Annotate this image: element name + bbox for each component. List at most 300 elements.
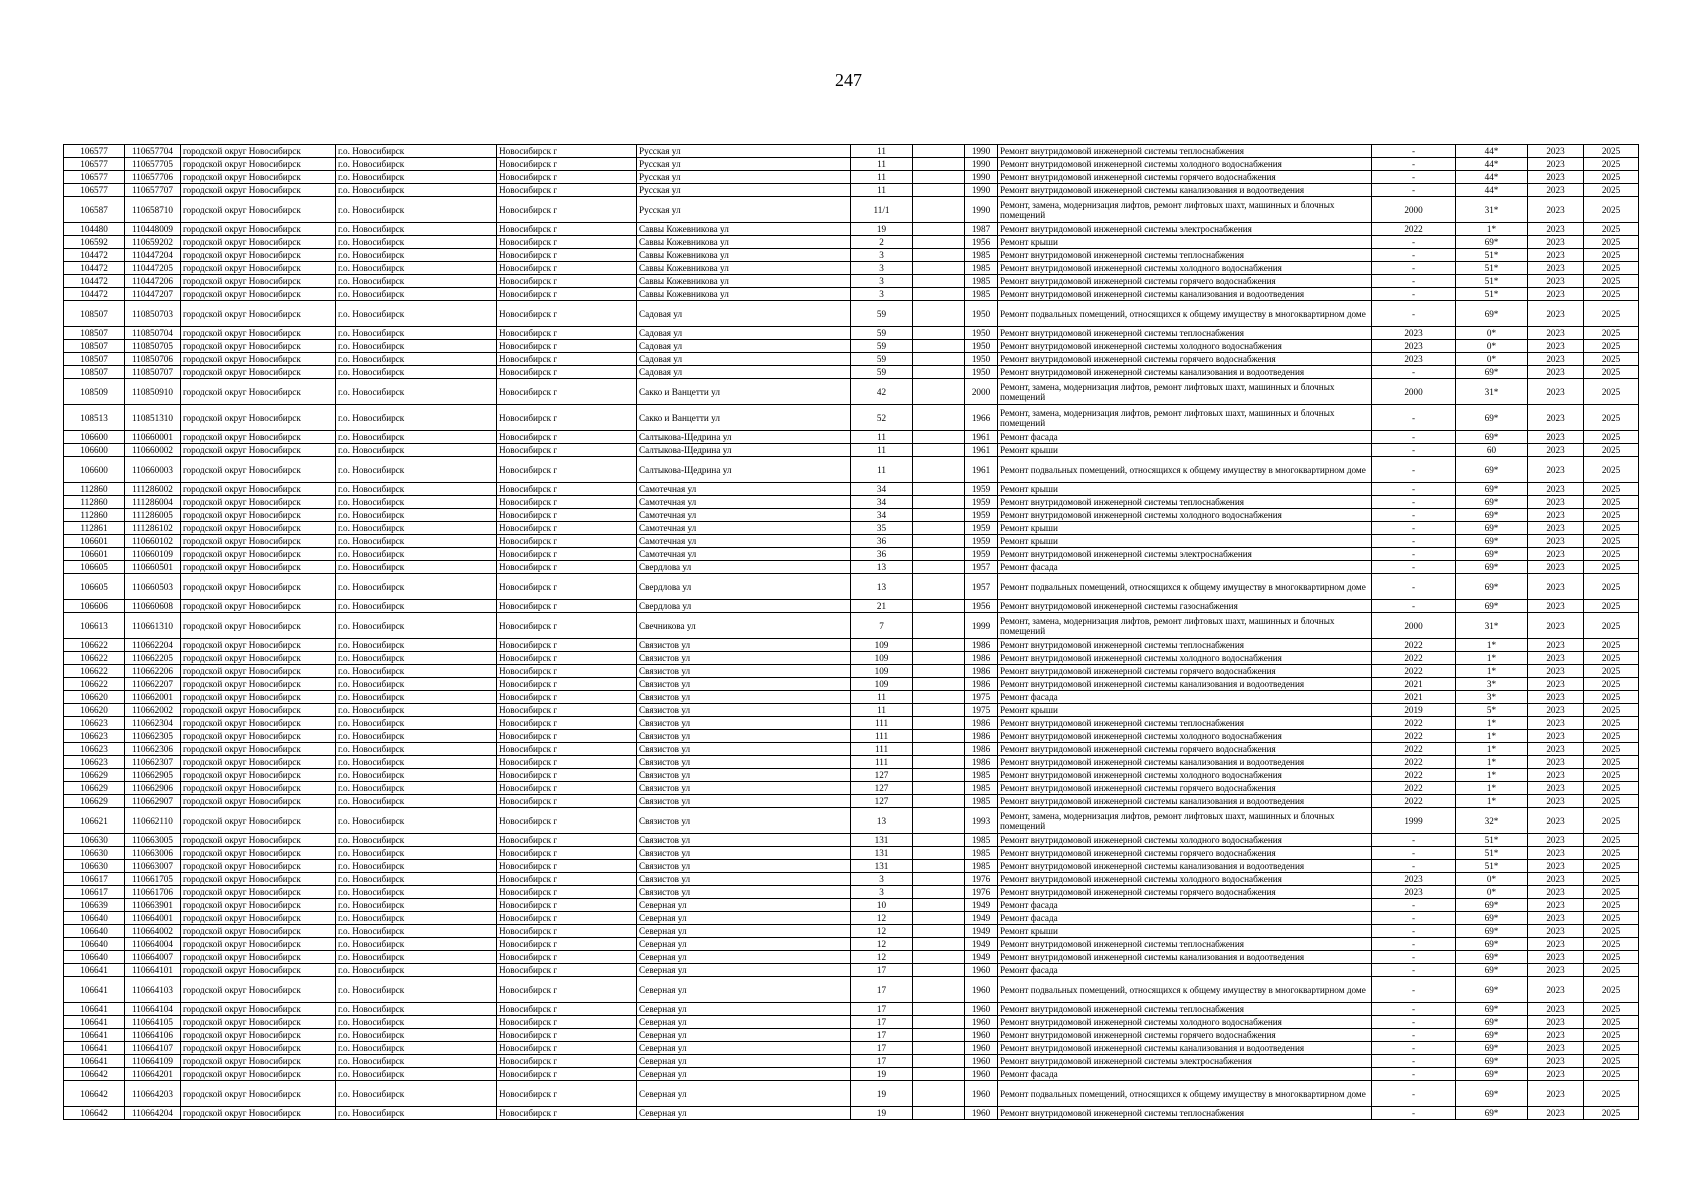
cell-building bbox=[913, 548, 965, 561]
cell-build-year: 1985 bbox=[965, 769, 998, 782]
cell-street: Связистов ул bbox=[637, 847, 851, 860]
cell-work-type: Ремонт фасада bbox=[998, 964, 1372, 977]
cell-plan-start-year: 2023 bbox=[1528, 1081, 1584, 1107]
cell-street: Связистов ул bbox=[637, 652, 851, 665]
cell-work-id: 110850707 bbox=[125, 366, 181, 379]
cell-work-id: 110662905 bbox=[125, 769, 181, 782]
cell-work-type: Ремонт внутридомовой инженерной системы канализования и водоотведения bbox=[998, 366, 1372, 379]
cell-house-id: 106605 bbox=[64, 574, 125, 600]
cell-work-id: 110850910 bbox=[125, 379, 181, 405]
cell-work-type: Ремонт внутридомовой инженерной системы горячего водоснабжения bbox=[998, 847, 1372, 860]
cell-house-id: 106642 bbox=[64, 1081, 125, 1107]
cell-build-year: 1960 bbox=[965, 1107, 998, 1120]
cell-municipal-unit: г.о. Новосибирск bbox=[336, 223, 497, 236]
table-row bbox=[64, 223, 1639, 236]
cell-house-id: 106620 bbox=[64, 704, 125, 717]
cell-street: Русская ул bbox=[637, 145, 851, 158]
cell-municipal-district: городской округ Новосибирск bbox=[181, 509, 336, 522]
cell-locality: Новосибирск г bbox=[497, 353, 637, 366]
cell-locality: Новосибирск г bbox=[497, 275, 637, 288]
table-row bbox=[64, 938, 1639, 951]
cell-street: Связистов ул bbox=[637, 678, 851, 691]
cell-locality: Новосибирск г bbox=[497, 873, 637, 886]
cell-street: Связистов ул bbox=[637, 795, 851, 808]
cell-work-id: 110662002 bbox=[125, 704, 181, 717]
cell-plan-end-year: 2025 bbox=[1584, 938, 1639, 951]
cell-work-id: 110661705 bbox=[125, 873, 181, 886]
cell-plan-start-year: 2023 bbox=[1528, 262, 1584, 275]
cell-building bbox=[913, 223, 965, 236]
cell-plan-end-year: 2025 bbox=[1584, 223, 1639, 236]
cell-last-repair-year: - bbox=[1372, 431, 1456, 444]
cell-plan-start-year: 2023 bbox=[1528, 275, 1584, 288]
cell-house-number: 131 bbox=[851, 860, 913, 873]
cell-build-year: 1990 bbox=[965, 145, 998, 158]
table-row bbox=[64, 1029, 1639, 1042]
cell-locality: Новосибирск г bbox=[497, 1055, 637, 1068]
cell-work-type: Ремонт крыши bbox=[998, 483, 1372, 496]
page-number: 247 bbox=[835, 70, 862, 90]
cell-municipal-unit: г.о. Новосибирск bbox=[336, 678, 497, 691]
table-row bbox=[64, 951, 1639, 964]
cell-building bbox=[913, 171, 965, 184]
cell-wear-percent: 69* bbox=[1456, 509, 1528, 522]
cell-work-type: Ремонт внутридомовой инженерной системы канализования и водоотведения bbox=[998, 756, 1372, 769]
cell-house-id: 106600 bbox=[64, 444, 125, 457]
cell-house-id: 106577 bbox=[64, 171, 125, 184]
cell-locality: Новосибирск г bbox=[497, 691, 637, 704]
cell-municipal-unit: г.о. Новосибирск bbox=[336, 561, 497, 574]
cell-locality: Новосибирск г bbox=[497, 522, 637, 535]
cell-municipal-unit: г.о. Новосибирск bbox=[336, 1016, 497, 1029]
cell-house-id: 106600 bbox=[64, 457, 125, 483]
cell-work-id: 110662306 bbox=[125, 743, 181, 756]
cell-work-type: Ремонт подвальных помещений, относящихся к общему имуществу в многоквартирном доме bbox=[998, 1081, 1372, 1107]
cell-last-repair-year: - bbox=[1372, 171, 1456, 184]
cell-plan-end-year: 2025 bbox=[1584, 873, 1639, 886]
cell-work-type: Ремонт внутридомовой инженерной системы холодного водоснабжения bbox=[998, 509, 1372, 522]
cell-house-number: 12 bbox=[851, 912, 913, 925]
cell-house-id: 106613 bbox=[64, 613, 125, 639]
cell-house-id: 104472 bbox=[64, 249, 125, 262]
cell-house-id: 106587 bbox=[64, 197, 125, 223]
cell-plan-start-year: 2023 bbox=[1528, 808, 1584, 834]
cell-work-id: 110664201 bbox=[125, 1068, 181, 1081]
cell-plan-start-year: 2023 bbox=[1528, 366, 1584, 379]
cell-work-id: 110664106 bbox=[125, 1029, 181, 1042]
cell-wear-percent: 51* bbox=[1456, 249, 1528, 262]
cell-municipal-district: городской округ Новосибирск bbox=[181, 652, 336, 665]
cell-house-number: 109 bbox=[851, 652, 913, 665]
cell-street: Садовая ул bbox=[637, 353, 851, 366]
cell-municipal-district: городской округ Новосибирск bbox=[181, 873, 336, 886]
cell-house-id: 106641 bbox=[64, 1016, 125, 1029]
cell-work-type: Ремонт, замена, модернизация лифтов, ремонт лифтовых шахт, машинных и блочных помещений bbox=[998, 808, 1372, 834]
cell-plan-end-year: 2025 bbox=[1584, 353, 1639, 366]
cell-plan-end-year: 2025 bbox=[1584, 860, 1639, 873]
cell-last-repair-year: - bbox=[1372, 1068, 1456, 1081]
cell-last-repair-year: - bbox=[1372, 405, 1456, 431]
cell-plan-start-year: 2023 bbox=[1528, 145, 1584, 158]
cell-locality: Новосибирск г bbox=[497, 262, 637, 275]
cell-plan-start-year: 2023 bbox=[1528, 938, 1584, 951]
cell-house-id: 106640 bbox=[64, 912, 125, 925]
cell-work-type: Ремонт крыши bbox=[998, 704, 1372, 717]
cell-wear-percent: 69* bbox=[1456, 1042, 1528, 1055]
cell-building bbox=[913, 158, 965, 171]
cell-locality: Новосибирск г bbox=[497, 236, 637, 249]
cell-house-id: 106640 bbox=[64, 938, 125, 951]
cell-municipal-unit: г.о. Новосибирск bbox=[336, 704, 497, 717]
cell-building bbox=[913, 743, 965, 756]
cell-building bbox=[913, 301, 965, 327]
cell-house-id: 104472 bbox=[64, 288, 125, 301]
cell-municipal-district: городской округ Новосибирск bbox=[181, 1068, 336, 1081]
cell-work-type: Ремонт подвальных помещений, относящихся к общему имуществу в многоквартирном доме bbox=[998, 301, 1372, 327]
cell-build-year: 1986 bbox=[965, 756, 998, 769]
cell-locality: Новосибирск г bbox=[497, 717, 637, 730]
cell-wear-percent: 69* bbox=[1456, 1029, 1528, 1042]
cell-municipal-district: городской округ Новосибирск bbox=[181, 366, 336, 379]
cell-municipal-unit: г.о. Новосибирск bbox=[336, 340, 497, 353]
cell-work-id: 110664204 bbox=[125, 1107, 181, 1120]
cell-house-id: 112861 bbox=[64, 522, 125, 535]
cell-building bbox=[913, 353, 965, 366]
cell-house-number: 13 bbox=[851, 561, 913, 574]
cell-house-id: 106622 bbox=[64, 639, 125, 652]
table-row bbox=[64, 249, 1639, 262]
cell-last-repair-year: - bbox=[1372, 158, 1456, 171]
cell-work-id: 110664104 bbox=[125, 1003, 181, 1016]
cell-work-id: 110664004 bbox=[125, 938, 181, 951]
cell-plan-end-year: 2025 bbox=[1584, 535, 1639, 548]
cell-last-repair-year: - bbox=[1372, 249, 1456, 262]
cell-work-type: Ремонт внутридомовой инженерной системы электроснабжения bbox=[998, 548, 1372, 561]
cell-house-number: 13 bbox=[851, 574, 913, 600]
cell-street: Северная ул bbox=[637, 1081, 851, 1107]
cell-house-number: 17 bbox=[851, 1003, 913, 1016]
cell-wear-percent: 0* bbox=[1456, 873, 1528, 886]
cell-wear-percent: 69* bbox=[1456, 1107, 1528, 1120]
cell-wear-percent: 69* bbox=[1456, 938, 1528, 951]
table-row bbox=[64, 171, 1639, 184]
cell-house-number: 11 bbox=[851, 444, 913, 457]
cell-building bbox=[913, 574, 965, 600]
cell-house-id: 106617 bbox=[64, 886, 125, 899]
table-row bbox=[64, 548, 1639, 561]
cell-house-id: 106592 bbox=[64, 236, 125, 249]
cell-plan-end-year: 2025 bbox=[1584, 951, 1639, 964]
cell-plan-start-year: 2023 bbox=[1528, 457, 1584, 483]
cell-build-year: 1986 bbox=[965, 639, 998, 652]
cell-last-repair-year: - bbox=[1372, 899, 1456, 912]
cell-street: Связистов ул bbox=[637, 873, 851, 886]
cell-wear-percent: 60 bbox=[1456, 444, 1528, 457]
cell-wear-percent: 1* bbox=[1456, 756, 1528, 769]
cell-plan-end-year: 2025 bbox=[1584, 197, 1639, 223]
table-row bbox=[64, 327, 1639, 340]
cell-street: Сакко и Ванцетти ул bbox=[637, 379, 851, 405]
cell-work-type: Ремонт подвальных помещений, относящихся к общему имуществу в многоквартирном доме bbox=[998, 977, 1372, 1003]
cell-plan-start-year: 2023 bbox=[1528, 171, 1584, 184]
table-row bbox=[64, 678, 1639, 691]
cell-building bbox=[913, 496, 965, 509]
cell-house-number: 17 bbox=[851, 1029, 913, 1042]
cell-building bbox=[913, 847, 965, 860]
cell-wear-percent: 31* bbox=[1456, 379, 1528, 405]
cell-municipal-unit: г.о. Новосибирск bbox=[336, 717, 497, 730]
cell-house-number: 11 bbox=[851, 158, 913, 171]
cell-plan-start-year: 2023 bbox=[1528, 509, 1584, 522]
cell-work-type: Ремонт внутридомовой инженерной системы холодного водоснабжения bbox=[998, 158, 1372, 171]
cell-plan-end-year: 2025 bbox=[1584, 730, 1639, 743]
cell-building bbox=[913, 340, 965, 353]
cell-building bbox=[913, 886, 965, 899]
cell-plan-start-year: 2023 bbox=[1528, 678, 1584, 691]
cell-work-id: 110657705 bbox=[125, 158, 181, 171]
cell-building bbox=[913, 1068, 965, 1081]
cell-locality: Новосибирск г bbox=[497, 665, 637, 678]
cell-build-year: 1975 bbox=[965, 704, 998, 717]
cell-building bbox=[913, 717, 965, 730]
table-row bbox=[64, 639, 1639, 652]
cell-building bbox=[913, 652, 965, 665]
cell-municipal-district: городской округ Новосибирск bbox=[181, 145, 336, 158]
table-row bbox=[64, 184, 1639, 197]
cell-house-id: 108507 bbox=[64, 340, 125, 353]
cell-house-number: 36 bbox=[851, 548, 913, 561]
cell-work-id: 110662205 bbox=[125, 652, 181, 665]
cell-house-id: 106641 bbox=[64, 1055, 125, 1068]
cell-house-number: 11 bbox=[851, 171, 913, 184]
cell-wear-percent: 69* bbox=[1456, 405, 1528, 431]
cell-build-year: 1961 bbox=[965, 444, 998, 457]
cell-plan-start-year: 2023 bbox=[1528, 756, 1584, 769]
cell-work-type: Ремонт фасада bbox=[998, 691, 1372, 704]
cell-work-type: Ремонт внутридомовой инженерной системы канализования и водоотведения bbox=[998, 860, 1372, 873]
cell-municipal-district: городской округ Новосибирск bbox=[181, 951, 336, 964]
cell-building bbox=[913, 197, 965, 223]
cell-plan-start-year: 2023 bbox=[1528, 353, 1584, 366]
cell-house-number: 111 bbox=[851, 730, 913, 743]
cell-build-year: 1949 bbox=[965, 951, 998, 964]
cell-street: Саввы Кожевникова ул bbox=[637, 223, 851, 236]
cell-municipal-district: городской округ Новосибирск bbox=[181, 431, 336, 444]
cell-municipal-district: городской округ Новосибирск bbox=[181, 860, 336, 873]
cell-plan-start-year: 2023 bbox=[1528, 327, 1584, 340]
cell-municipal-district: городской округ Новосибирск bbox=[181, 1003, 336, 1016]
cell-work-type: Ремонт, замена, модернизация лифтов, ремонт лифтовых шахт, машинных и блочных помещений bbox=[998, 613, 1372, 639]
cell-municipal-district: городской округ Новосибирск bbox=[181, 769, 336, 782]
cell-locality: Новосибирск г bbox=[497, 860, 637, 873]
cell-last-repair-year: 2022 bbox=[1372, 782, 1456, 795]
table-row bbox=[64, 964, 1639, 977]
cell-wear-percent: 69* bbox=[1456, 496, 1528, 509]
cell-plan-start-year: 2023 bbox=[1528, 782, 1584, 795]
cell-municipal-district: городской округ Новосибирск bbox=[181, 301, 336, 327]
table-row bbox=[64, 730, 1639, 743]
cell-municipal-unit: г.о. Новосибирск bbox=[336, 977, 497, 1003]
cell-work-id: 110660608 bbox=[125, 600, 181, 613]
cell-locality: Новосибирск г bbox=[497, 444, 637, 457]
cell-wear-percent: 3* bbox=[1456, 691, 1528, 704]
cell-house-number: 11 bbox=[851, 691, 913, 704]
cell-plan-end-year: 2025 bbox=[1584, 574, 1639, 600]
cell-work-id: 110660003 bbox=[125, 457, 181, 483]
cell-plan-start-year: 2023 bbox=[1528, 1068, 1584, 1081]
cell-locality: Новосибирск г bbox=[497, 249, 637, 262]
cell-building bbox=[913, 639, 965, 652]
cell-house-number: 17 bbox=[851, 964, 913, 977]
cell-street: Самотечная ул bbox=[637, 535, 851, 548]
cell-municipal-district: городской округ Новосибирск bbox=[181, 678, 336, 691]
cell-plan-end-year: 2025 bbox=[1584, 678, 1639, 691]
cell-work-id: 110660002 bbox=[125, 444, 181, 457]
cell-plan-end-year: 2025 bbox=[1584, 1016, 1639, 1029]
cell-building bbox=[913, 782, 965, 795]
cell-building bbox=[913, 730, 965, 743]
cell-locality: Новосибирск г bbox=[497, 1016, 637, 1029]
cell-building bbox=[913, 236, 965, 249]
table-body bbox=[64, 145, 1639, 1120]
cell-work-type: Ремонт фасада bbox=[998, 1068, 1372, 1081]
cell-plan-start-year: 2023 bbox=[1528, 379, 1584, 405]
cell-house-number: 12 bbox=[851, 938, 913, 951]
cell-build-year: 1961 bbox=[965, 431, 998, 444]
cell-last-repair-year: - bbox=[1372, 977, 1456, 1003]
cell-municipal-district: городской округ Новосибирск bbox=[181, 496, 336, 509]
cell-work-id: 110447206 bbox=[125, 275, 181, 288]
table-row bbox=[64, 444, 1639, 457]
cell-plan-end-year: 2025 bbox=[1584, 1107, 1639, 1120]
cell-house-id: 112860 bbox=[64, 483, 125, 496]
cell-house-id: 104472 bbox=[64, 275, 125, 288]
cell-plan-start-year: 2023 bbox=[1528, 522, 1584, 535]
cell-street: Русская ул bbox=[637, 158, 851, 171]
cell-municipal-district: городской округ Новосибирск bbox=[181, 1081, 336, 1107]
cell-municipal-unit: г.о. Новосибирск bbox=[336, 548, 497, 561]
cell-build-year: 1993 bbox=[965, 808, 998, 834]
cell-build-year: 1976 bbox=[965, 873, 998, 886]
cell-work-id: 110662304 bbox=[125, 717, 181, 730]
cell-work-type: Ремонт внутридомовой инженерной системы теплоснабжения bbox=[998, 1107, 1372, 1120]
cell-wear-percent: 5* bbox=[1456, 704, 1528, 717]
cell-work-type: Ремонт подвальных помещений, относящихся к общему имуществу в многоквартирном доме bbox=[998, 457, 1372, 483]
cell-plan-end-year: 2025 bbox=[1584, 977, 1639, 1003]
cell-municipal-district: городской округ Новосибирск bbox=[181, 1107, 336, 1120]
cell-build-year: 1975 bbox=[965, 691, 998, 704]
cell-work-id: 110663006 bbox=[125, 847, 181, 860]
cell-municipal-district: городской округ Новосибирск bbox=[181, 522, 336, 535]
cell-plan-start-year: 2023 bbox=[1528, 158, 1584, 171]
cell-municipal-unit: г.о. Новосибирск bbox=[336, 743, 497, 756]
cell-work-id: 110662305 bbox=[125, 730, 181, 743]
cell-house-id: 106630 bbox=[64, 834, 125, 847]
cell-house-number: 10 bbox=[851, 899, 913, 912]
table-row bbox=[64, 652, 1639, 665]
cell-municipal-unit: г.о. Новосибирск bbox=[336, 860, 497, 873]
cell-last-repair-year: 2022 bbox=[1372, 743, 1456, 756]
cell-plan-end-year: 2025 bbox=[1584, 327, 1639, 340]
cell-work-type: Ремонт внутридомовой инженерной системы теплоснабжения bbox=[998, 639, 1372, 652]
cell-build-year: 1956 bbox=[965, 236, 998, 249]
cell-street: Садовая ул bbox=[637, 366, 851, 379]
cell-plan-start-year: 2023 bbox=[1528, 925, 1584, 938]
cell-municipal-unit: г.о. Новосибирск bbox=[336, 600, 497, 613]
cell-street: Северная ул bbox=[637, 1029, 851, 1042]
cell-wear-percent: 1* bbox=[1456, 665, 1528, 678]
cell-municipal-unit: г.о. Новосибирск bbox=[336, 652, 497, 665]
cell-build-year: 1986 bbox=[965, 743, 998, 756]
cell-house-number: 34 bbox=[851, 483, 913, 496]
cell-house-number: 109 bbox=[851, 665, 913, 678]
cell-building bbox=[913, 678, 965, 691]
cell-locality: Новосибирск г bbox=[497, 535, 637, 548]
cell-street: Саввы Кожевникова ул bbox=[637, 236, 851, 249]
cell-work-id: 110447204 bbox=[125, 249, 181, 262]
cell-house-number: 111 bbox=[851, 717, 913, 730]
cell-house-id: 108507 bbox=[64, 301, 125, 327]
cell-house-id: 104480 bbox=[64, 223, 125, 236]
cell-municipal-unit: г.о. Новосибирск bbox=[336, 1029, 497, 1042]
cell-municipal-unit: г.о. Новосибирск bbox=[336, 1042, 497, 1055]
cell-house-number: 109 bbox=[851, 639, 913, 652]
cell-plan-end-year: 2025 bbox=[1584, 483, 1639, 496]
table-row bbox=[64, 262, 1639, 275]
cell-house-id: 106622 bbox=[64, 652, 125, 665]
cell-plan-end-year: 2025 bbox=[1584, 717, 1639, 730]
cell-house-number: 17 bbox=[851, 1055, 913, 1068]
cell-municipal-unit: г.о. Новосибирск bbox=[336, 1003, 497, 1016]
cell-locality: Новосибирск г bbox=[497, 379, 637, 405]
cell-plan-end-year: 2025 bbox=[1584, 509, 1639, 522]
cell-wear-percent: 69* bbox=[1456, 236, 1528, 249]
cell-wear-percent: 69* bbox=[1456, 548, 1528, 561]
cell-municipal-unit: г.о. Новосибирск bbox=[336, 886, 497, 899]
cell-plan-start-year: 2023 bbox=[1528, 444, 1584, 457]
table-row bbox=[64, 288, 1639, 301]
cell-municipal-unit: г.о. Новосибирск bbox=[336, 912, 497, 925]
cell-house-number: 3 bbox=[851, 873, 913, 886]
cell-municipal-unit: г.о. Новосибирск bbox=[336, 847, 497, 860]
cell-work-type: Ремонт крыши bbox=[998, 535, 1372, 548]
cell-street: Связистов ул bbox=[637, 704, 851, 717]
cell-wear-percent: 1* bbox=[1456, 769, 1528, 782]
cell-wear-percent: 1* bbox=[1456, 743, 1528, 756]
cell-municipal-district: городской округ Новосибирск bbox=[181, 353, 336, 366]
cell-municipal-district: городской округ Новосибирск bbox=[181, 457, 336, 483]
cell-plan-end-year: 2025 bbox=[1584, 691, 1639, 704]
cell-work-id: 110660109 bbox=[125, 548, 181, 561]
cell-work-type: Ремонт крыши bbox=[998, 236, 1372, 249]
cell-house-number: 17 bbox=[851, 1042, 913, 1055]
cell-wear-percent: 1* bbox=[1456, 639, 1528, 652]
cell-house-id: 106577 bbox=[64, 145, 125, 158]
cell-locality: Новосибирск г bbox=[497, 197, 637, 223]
cell-build-year: 1960 bbox=[965, 1081, 998, 1107]
cell-house-id: 106620 bbox=[64, 691, 125, 704]
cell-building bbox=[913, 275, 965, 288]
cell-building bbox=[913, 665, 965, 678]
cell-house-id: 106641 bbox=[64, 964, 125, 977]
cell-last-repair-year: - bbox=[1372, 444, 1456, 457]
cell-building bbox=[913, 938, 965, 951]
cell-municipal-district: городской округ Новосибирск bbox=[181, 483, 336, 496]
cell-build-year: 1949 bbox=[965, 938, 998, 951]
cell-work-id: 111286002 bbox=[125, 483, 181, 496]
cell-work-type: Ремонт, замена, модернизация лифтов, ремонт лифтовых шахт, машинных и блочных помещений bbox=[998, 405, 1372, 431]
cell-municipal-unit: г.о. Новосибирск bbox=[336, 925, 497, 938]
